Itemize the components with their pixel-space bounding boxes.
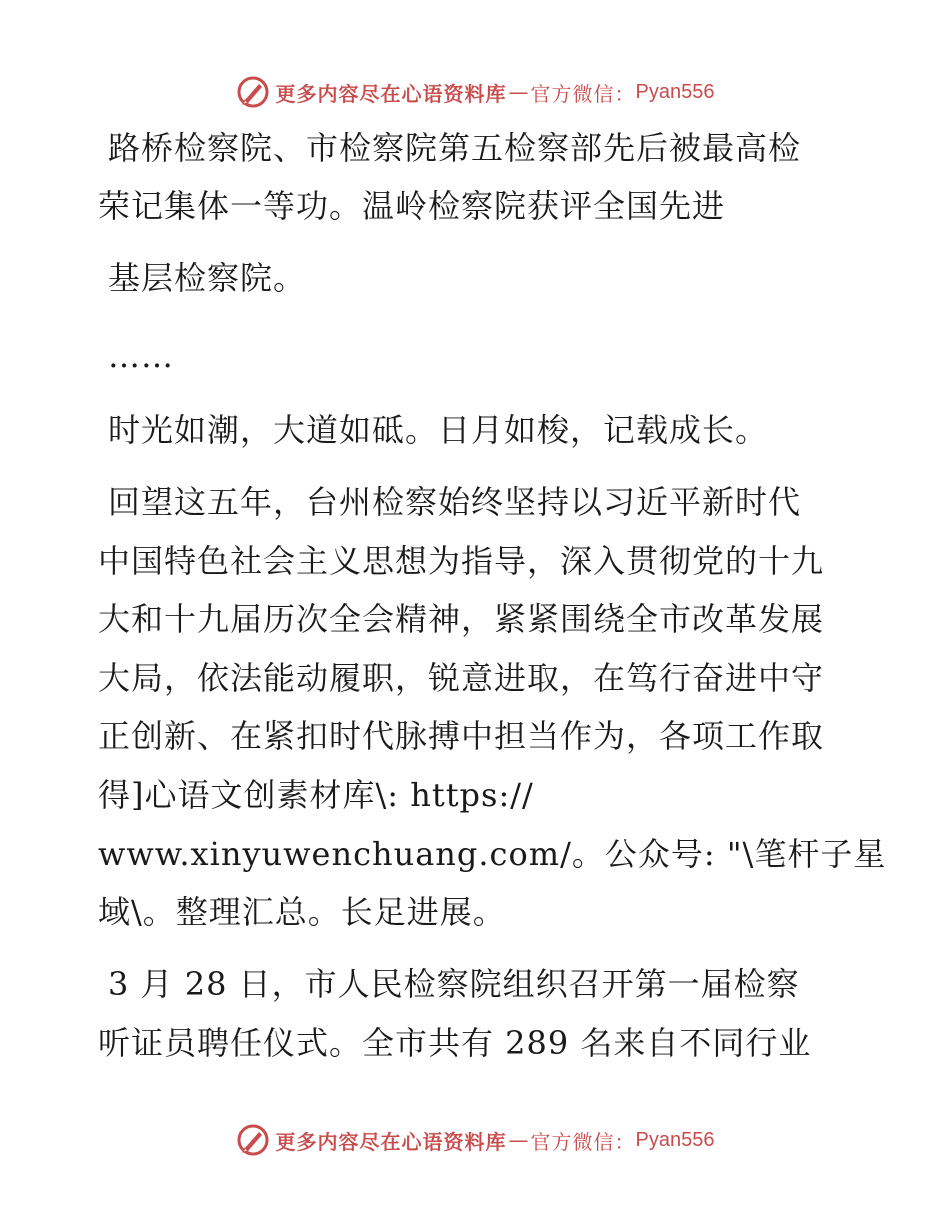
text-line: 听证员聘任仪式。全市共有 289 名来自不同行业 xyxy=(98,1024,812,1062)
footer-wechat-id: Pyan556 xyxy=(635,1128,715,1151)
text-line: 得]心语文创素材库\: https:// xyxy=(98,776,534,814)
footer-watermark-dash: — xyxy=(508,1128,529,1152)
text-line: 基层检察院。 xyxy=(108,259,307,297)
text-line: 中国特色社会主义思想为指导，深入贯彻党的十九 xyxy=(98,542,825,580)
text-line: 大和十九届历次全会精神，紧紧围绕全市改革发展 xyxy=(98,600,825,638)
footer-watermark xyxy=(0,1118,950,1162)
text-line: 域\。整理汇总。长足进展。 xyxy=(98,893,506,931)
header-watermark-main: 更多内容尽在心语资料库 xyxy=(275,81,507,106)
footer-watermark-main: 更多内容尽在心语资料库 xyxy=(275,1129,507,1154)
text-line: …… xyxy=(108,337,174,375)
text-line: www.xinyuwenchuang.com/。公众号: "\笔杆子星 xyxy=(98,835,887,873)
text-line: 荣记集体一等功。温岭检察院获评全国先进 xyxy=(98,187,726,225)
header-watermark-sub: 官方微信： xyxy=(530,81,636,106)
text-line: 路桥检察院、市检察院第五检察部先后被最高检 xyxy=(108,129,802,167)
footer-watermark-sub: 官方微信： xyxy=(530,1129,636,1154)
pen-logo-icon xyxy=(236,1123,270,1157)
text-line: 3 月 28 日，市人民检察院组织召开第一届检察 xyxy=(108,965,800,1003)
header-watermark xyxy=(0,70,950,114)
text-line: 回望这五年，台州检察始终坚持以习近平新时代 xyxy=(108,483,802,521)
pen-logo-icon xyxy=(236,75,270,109)
text-line: 正创新、在紧扣时代脉搏中担当作为，各项工作取 xyxy=(98,717,825,755)
text-line: 大局，依法能动履职，锐意进取，在笃行奋进中守 xyxy=(98,659,825,697)
header-wechat-id: Pyan556 xyxy=(635,80,715,103)
text-line: 时光如潮，大道如砥。日月如梭，记载成长。 xyxy=(108,411,769,449)
header-watermark-dash: — xyxy=(508,80,529,104)
